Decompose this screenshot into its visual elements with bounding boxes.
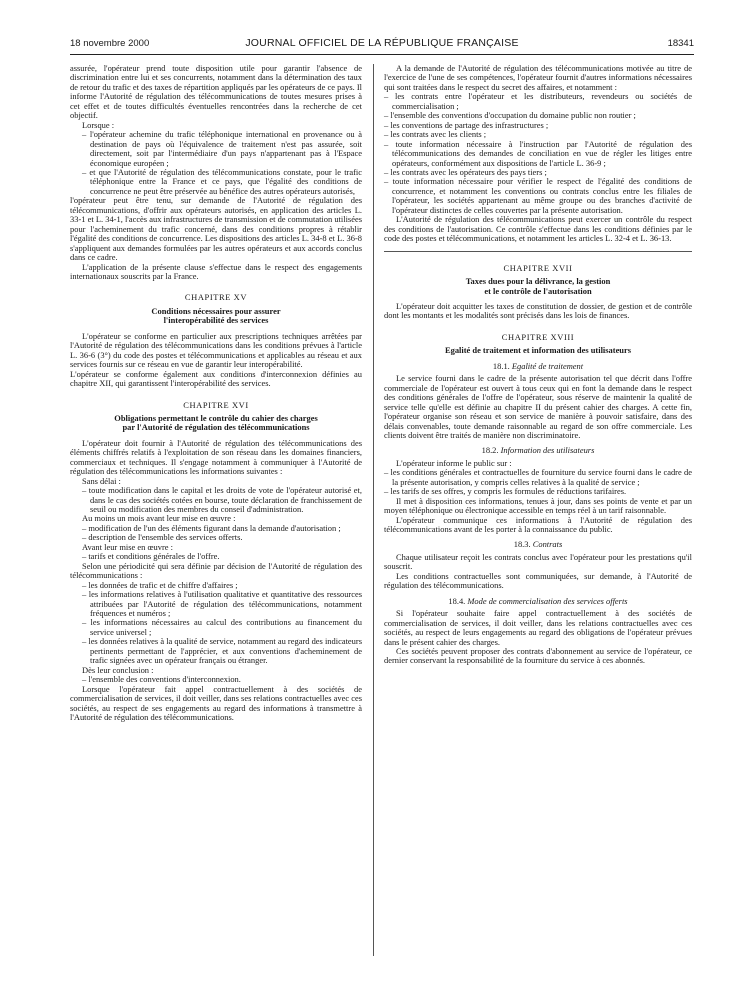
paragraph: Le service fourni dans le cadre de la présente autorisation tel que décrit dans l'offre commerciale de l'opérateur est ouvert à tous ceux qui en font la demande dans le respect des conditions générales de l'offre de l'opérateur, sous réserve de maintenir la qualité de service telle qu'elle est définie au chapitre II du présent cahier des charges. A cette fin, l'opérateur organise son réseau et son service de manière à pouvoir satisfaire, dans des délais convenables, toute demande raisonnable au regard de son offre commerciale. Les clients doivent être traités de manière non discriminatoire. — [384, 373, 692, 440]
list-item: – l'ensemble des conventions d'interconnexion. — [82, 674, 241, 685]
chapter-heading: CHAPITRE XVII — [503, 262, 573, 273]
paragraph: Chaque utilisateur reçoit les contrats conclus avec l'opérateur pour les prestations qu'il souscrit. — [384, 551, 692, 572]
chapter-heading: CHAPITRE XVI — [183, 399, 249, 410]
paragraph: L'application de la présente clause s'effectue dans le respect des engagements internationaux souscrits par la France. — [70, 261, 362, 281]
paragraph: Dès leur conclusion : — [82, 664, 154, 675]
list-item: – les tarifs de ses offres, y compris les formules de réductions tarifaires. — [384, 486, 627, 497]
paragraph: Ces sociétés peuvent proposer des contrats d'abonnement au service de l'opérateur, ce dernier conservant la responsabilité de la fourniture du service à ces abonnés. — [384, 646, 692, 666]
list-item: – l'ensemble des conventions d'occupation du domaine public non routier ; — [384, 110, 636, 121]
column-divider — [373, 64, 374, 956]
section-heading: 18.1. Egalité de traitement — [492, 360, 584, 371]
chapter-title: Conditions nécessaires pour assurer l'interopérabilité des services — [151, 305, 281, 326]
list-item: – l'opérateur achemine du trafic téléphonique international en provenance ou à destination de pays où l'équivalence de traitement n'est pas assurée, soit directement, soit par l'intermédiaire d'un pays n'appartenant pas à l'Espace économique européen ; — [82, 129, 362, 168]
header-rule — [70, 54, 694, 55]
chapter-title: Obligations permettant le contrôle du cahier des charges par l'Autorité de régulation des télécommunications — [114, 412, 318, 433]
list-item: – les informations relatives à l'utilisation qualitative et quantitative des ressources attribuées par l'Autorité de régulation des télécommunications, notamment fréquences et numéros ; — [82, 589, 362, 619]
paragraph: assurée, l'opérateur prend toute disposition utile pour garantir l'absence de discrimination entre lui et ses concurrents, notamment dans la détermination des taux de retour du trafic et des taxes de répartition appliqués par les opérateurs de ce pays. Il informe l'Autorité de régulation des télécommunications de toutes mesures prises à cet effet et de toutes difficultés éventuelles rencontrées dans la recherche de cet objectif. — [70, 63, 362, 121]
paragraph: Avant leur mise en œuvre : — [82, 541, 173, 552]
paragraph: Lorsque : — [82, 119, 115, 130]
list-item: – les conditions générales et contractuelles de fourniture du service fourni dans le cadre de la présente autorisation, y compris celles relatives à la qualité de service ; — [384, 467, 692, 487]
paragraph: l'opérateur peut être tenu, sur demande de l'Autorité de régulation des télécommunications, d'offrir aux opérateurs autorisés, en application des articles L. 33-1 et L. 34-1, l'accès aux infrastructures de transmission et de commutation utilisées pour l'acheminement du trafic concerné, dans des conditions propres à rétablir l'égalité des conditions de concurrence. Les dispositions des articles L. 34-8 et L. 36-8 s'appliquent aux demandes formulées par les autres opérateurs et aux accords conclus dans ce cadre. — [70, 195, 362, 263]
paragraph: Les conditions contractuelles sont communiquées, sur demande, à l'Autorité de régulation des télécommunications. — [384, 570, 692, 591]
right-column — [384, 64, 692, 666]
paragraph: L'Autorité de régulation des télécommunications peut exercer un contrôle du respect des conditions de l'autorisation. Ce contrôle s'effectue dans les conditions définies par le code des postes et télécommunications, et notamment les articles L. 32-4 et L. 36-13. — [384, 214, 692, 244]
paragraph: L'opérateur communique ces informations à l'Autorité de régulation des télécommunications avant de les porter à la connaissance du public. — [384, 514, 692, 535]
list-item: – description de l'ensemble des services offerts. — [82, 532, 243, 543]
section-heading: 18.2. Information des utilisateurs — [481, 445, 595, 456]
list-item: – les données relatives à la qualité de service, notamment au regard des indicateurs pertinents permettant de l'apprécier, et aux conventions d'acheminement de trafic signées avec un opérateur français ou étranger. — [82, 636, 362, 666]
header-page-number: 18341 — [667, 38, 694, 49]
list-item: – toute information nécessaire pour vérifier le respect de l'égalité des conditions de concurrence, et notamment les conventions ou contrats conclus entre les filiales de l'opérateur, les sociétés appartenant au même groupe ou des branches d'activité de l'opérateur distinctes de celles couvertes par la présente autorisation. — [384, 176, 692, 215]
header-date: 18 novembre 2000 — [70, 38, 150, 49]
list-item: – tarifs et conditions générales de l'offre. — [82, 551, 220, 562]
paragraph: Il met à disposition ces informations, tenues à jour, dans ses points de vente et par un moyen téléphonique ou électronique accessible en temps réel à un tarif raisonnable. — [384, 495, 692, 516]
list-item: – les contrats avec les opérateurs des pays tiers ; — [384, 166, 547, 177]
list-item: – toute information nécessaire à l'instruction par l'Autorité de régulation des télécommunications des demandes de conciliation en vue de régler les litiges entre opérateurs, conformément aux dispositions de l'article L. 36-9 ; — [384, 138, 692, 168]
paragraph: L'opérateur doit fournir à l'Autorité de régulation des télécommunications des éléments chiffrés relatifs à l'exploitation de son réseau dans les domaines financiers, commerciaux et techniques. Il s'engage notamment à communiquer à l'Autorité de régulation des télécommunications les informations suivantes : — [70, 437, 362, 477]
paragraph: L'opérateur se conforme en particulier aux prescriptions techniques arrêtées par l'Autorité de régulation des télécommunications dans les conditions prévues à l'article L. 36-6 (3°) du code des postes et télécommunications et applicables au réseau et aux services fournis sur ce réseau en vue de garantir leur interopérabilité. — [70, 330, 362, 370]
paragraph: Lorsque l'opérateur fait appel contractuellement à des sociétés de commercialisation de services, il doit veiller, dans ses relations contractuelles avec ces sociétés, au respect de ses engagements au regard des informations à transmettre à l'Autorité de régulation des télécommunications. — [70, 683, 362, 722]
paragraph: Selon une périodicité qui sera définie par décision de l'Autorité de régulation des télécommunications : — [70, 560, 362, 581]
section-heading: 18.3. Contrats — [513, 539, 563, 550]
paragraph: Sans délai : — [82, 475, 121, 486]
chapter-heading: CHAPITRE XVIII — [501, 331, 575, 342]
list-item: – et que l'Autorité de régulation des télécommunications constate, pour le trafic téléphonique entre la France et ce pays, que l'égalité des conditions de concurrence ne peut être préservée au bénéfice des autres opérateurs autorisés, — [82, 166, 362, 196]
paragraph: L'opérateur informe le public sur : — [396, 457, 512, 468]
chapter-title: Taxes dues pour la délivrance, la gestion et le contrôle de l'autorisation — [465, 276, 611, 296]
list-item: – les contrats avec les clients ; — [384, 129, 487, 140]
paragraph: Si l'opérateur souhaite faire appel contractuellement à des sociétés de commercialisation de services, il doit veiller, dans les relations contractuelles avec ces sociétés, au respect de leurs engagements au regard des obligations de l'opérateur prévues dans le présent cahier des charges. — [384, 608, 692, 647]
paragraph: L'opérateur doit acquitter les taxes de constitution de dossier, de gestion et de contrôle dont les montants et les modalités sont précisés dans les lois de finances. — [384, 300, 692, 321]
paragraph: L'opérateur se conforme également aux conditions d'interconnexion définies au chapitre XII, qui garantissent l'interopérabilité des services. — [70, 368, 362, 389]
left-column — [70, 64, 362, 722]
list-item: – modification de l'un des éléments figurant dans la demande d'autorisation ; — [82, 522, 341, 533]
paragraph: A la demande de l'Autorité de régulation des télécommunications motivée au titre de l'exercice de l'une de ses compétences, l'opérateur fournit d'autres informations nécessaires qui sont traitées dans le respect du secret des affaires, et notamment : — [384, 63, 692, 92]
chapter-title: Egalité de traitement et information des utilisateurs — [444, 345, 632, 356]
list-item: – les contrats entre l'opérateur et les distributeurs, revendeurs ou sociétés de commercialisation ; — [384, 91, 692, 111]
page-header — [70, 36, 694, 54]
list-item: – les informations nécessaires au calcul des contributions au financement du service universel ; — [82, 617, 362, 637]
chapter-heading: CHAPITRE XV — [184, 292, 248, 303]
header-title: JOURNAL OFFICIEL DE LA RÉPUBLIQUE FRANÇAISE — [245, 37, 519, 49]
section-separator — [384, 251, 692, 252]
list-item: – les conventions de partage des infrastructures ; — [384, 119, 549, 130]
list-item: – toute modification dans le capital et les droits de vote de l'opérateur autorisé et, dans le cas des sociétés cotées en bourse, toute déclaration de franchissement de seuil ou modification des membres du conseil d'administration. — [82, 485, 362, 515]
section-heading: 18.4. Mode de commercialisation des services offerts — [448, 595, 628, 606]
paragraph: Au moins un mois avant leur mise en œuvre : — [82, 513, 236, 524]
list-item: – les données de trafic et de chiffre d'affaires ; — [82, 579, 238, 590]
